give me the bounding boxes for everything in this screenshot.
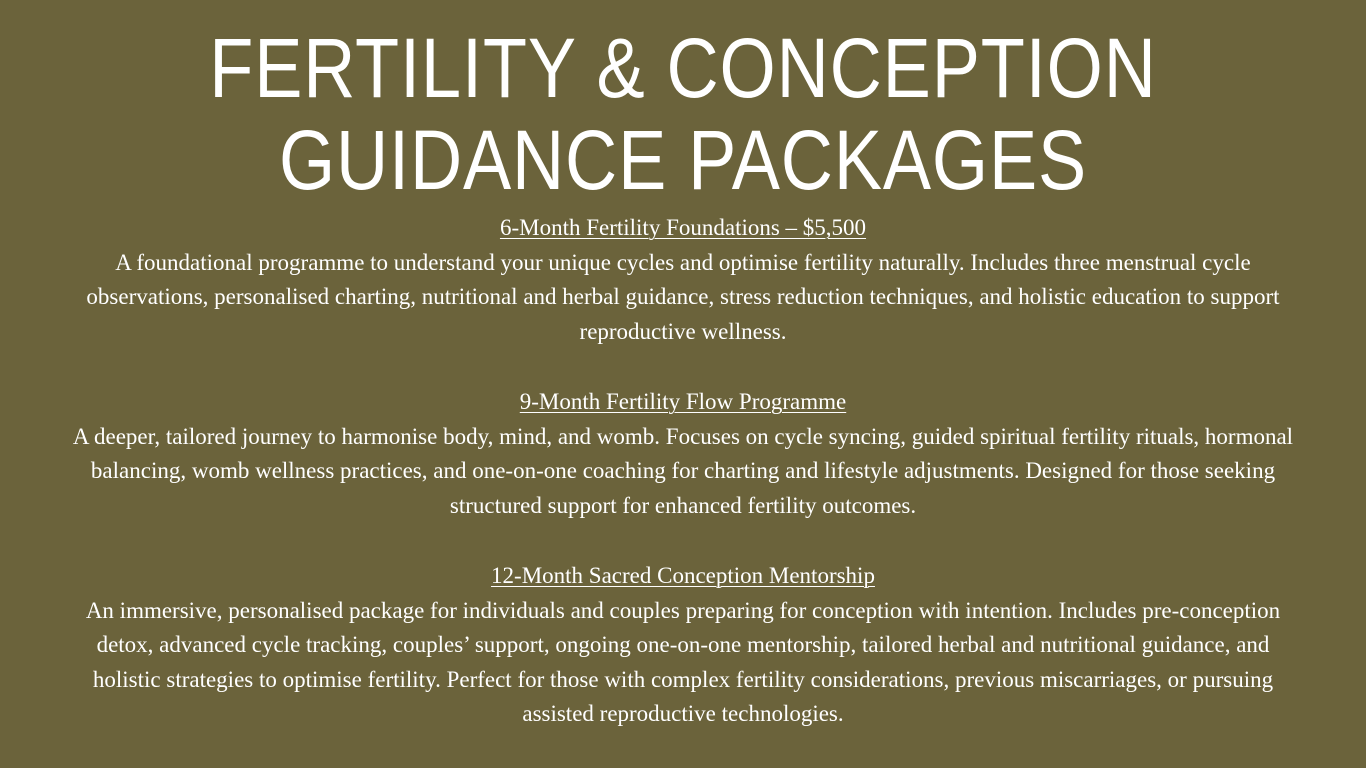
page-title [96,22,1271,206]
package-6-month [60,211,1306,349]
package-description: An immersive, personalised package for individuals and couples preparing for conception with intention. Includes pre-conception detox, advanced cycle tracking, couples’ support, ongoing one-on-one mentorship, tailored herbal and nutritional guidance, and holistic strategies to optimise fertility. Perfect for those with complex fertility considerations, previous miscarriages, or pursuing assisted reproductive technologies. [85,597,1281,726]
packages-list [60,211,1306,732]
package-12-month [60,559,1306,732]
package-9-month [60,385,1306,523]
package-title: 9-Month Fertility Flow Programme [519,389,847,414]
package-title: 12-Month Sacred Conception Mentorship [491,563,875,588]
package-description: A deeper, tailored journey to harmonise body, mind, and womb. Focuses on cycle syncing, guided spiritual fertility rituals, hormonal balancing, womb wellness practices, and one-on-one coaching for charting and lifestyle adjustments. Designed for those seeking structured support for enhanced fertility outcomes. [72,423,1294,518]
package-title: 6-Month Fertility Foundations – $5,500 [499,215,867,240]
page-title-line-1: FERTILITY & CONCEPTION [209,21,1157,115]
page-title-line-2: GUIDANCE PACKAGES [278,113,1088,207]
package-description: A foundational programme to understand your unique cycles and optimise fertility naturally. Includes three menstrual cycle observations, personalised charting, nutritional and herbal guidance, stress reduction techniques, and holistic education to support reproductive wellness. [86,249,1280,344]
